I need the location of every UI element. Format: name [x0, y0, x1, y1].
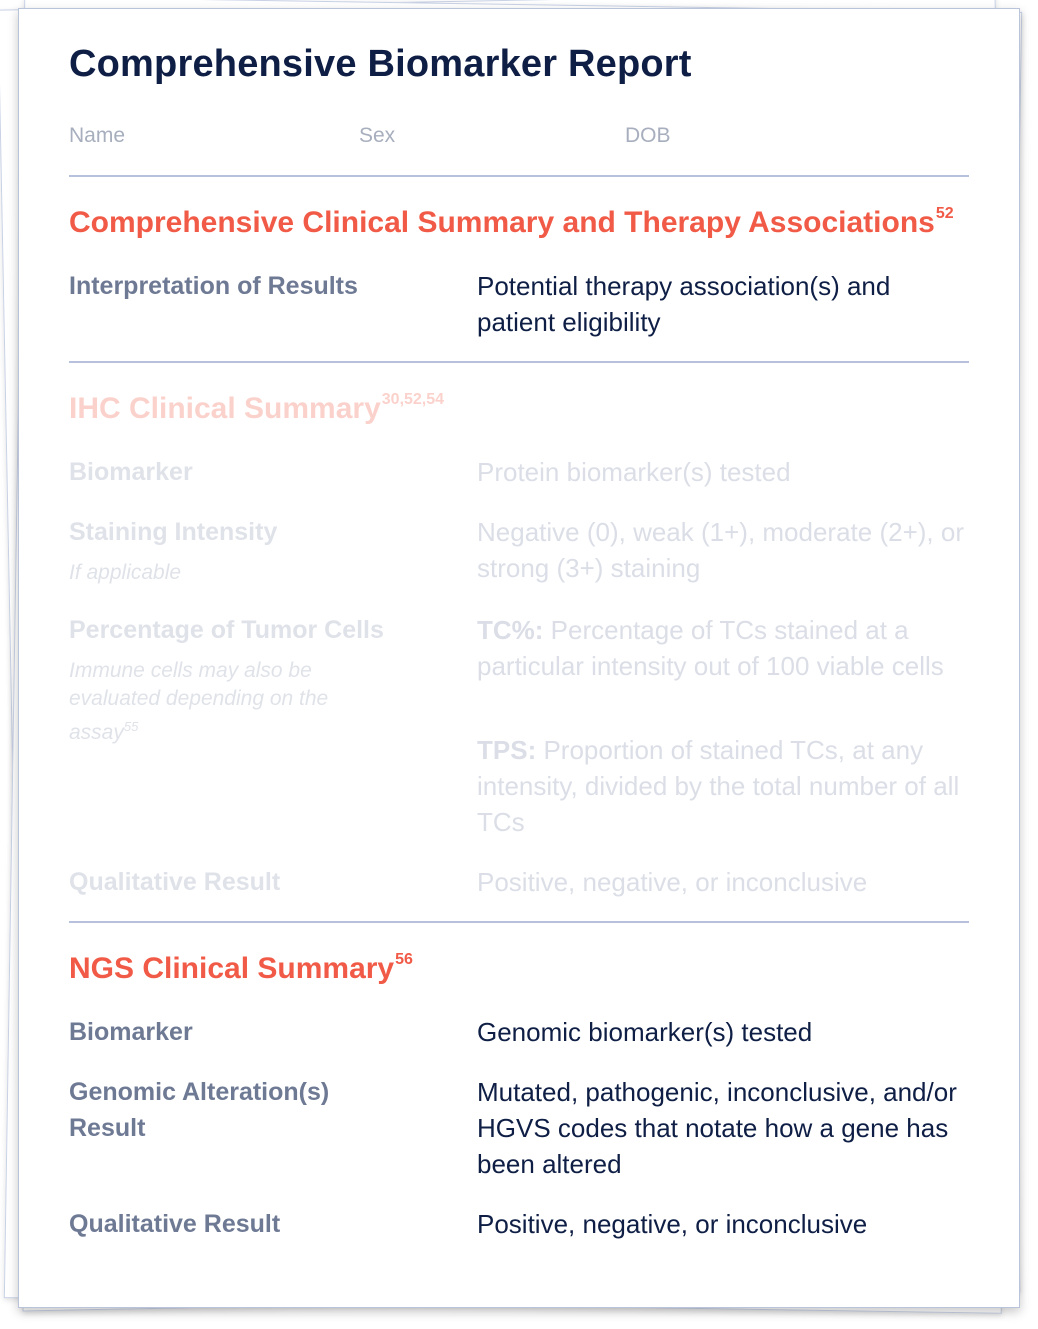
section-title-text: Comprehensive Clinical Summary and Therapy Associations — [69, 206, 935, 239]
interpretation-value: Potential therapy association(s) and patient eligibility — [477, 271, 891, 337]
tc-percent-term: TC%: — [477, 615, 544, 645]
genomic-alteration-label: Genomic Alteration(s) Result — [69, 1078, 330, 1142]
ihc-biomarker-value: Protein biomarker(s) tested — [477, 457, 791, 487]
tc-percent-text: Percentage of TCs stained at a particular intensity out of 100 viable cells — [477, 615, 944, 681]
dob-field-label: DOB — [625, 124, 671, 147]
divider — [69, 175, 969, 177]
genomic-alteration-value: Mutated, pathogenic, inconclusive, and/or HGVS codes that notate how a gene has been altered — [477, 1077, 957, 1179]
staining-intensity-value: Negative (0), weak (1+), moderate (2+), or strong (3+) staining — [477, 517, 964, 583]
interpretation-label: Interpretation of Results — [69, 272, 358, 300]
ngs-qualitative-value: Positive, negative, or inconclusive — [477, 1209, 868, 1239]
comprehensive-section-title — [69, 205, 954, 240]
ngs-section-title — [69, 951, 413, 986]
tps-term: TPS: — [477, 735, 537, 765]
tps-value — [477, 732, 972, 840]
ngs-biomarker-label: Biomarker — [69, 1018, 193, 1046]
name-field-label: Name — [69, 124, 126, 147]
staining-intensity-note: If applicable — [69, 561, 182, 584]
ihc-biomarker-label: Biomarker — [69, 458, 193, 486]
note-text: Immune cells may also be evaluated depending on the assay — [69, 659, 329, 744]
tps-text: Proportion of stained TCs, at any intensity, divided by the total number of all TCs — [477, 735, 960, 837]
tumor-cells-note — [69, 657, 389, 747]
divider — [69, 361, 969, 363]
footnote-ref: 52 — [935, 205, 954, 222]
divider — [69, 921, 969, 923]
ngs-qualitative-label: Qualitative Result — [69, 1210, 281, 1238]
tc-percent-value — [477, 612, 972, 684]
ihc-section-title — [69, 391, 444, 426]
tumor-cells-label: Percentage of Tumor Cells — [69, 616, 384, 644]
report-sheet — [18, 8, 1020, 1308]
footnote-ref: 56 — [395, 951, 413, 968]
footnote-ref: 55 — [123, 719, 139, 734]
section-title-text: IHC Clinical Summary — [69, 392, 381, 425]
section-title-text: NGS Clinical Summary — [69, 952, 395, 985]
report-title: Comprehensive Biomarker Report — [69, 43, 692, 85]
ngs-biomarker-value: Genomic biomarker(s) tested — [477, 1017, 813, 1047]
staining-intensity-label: Staining Intensity — [69, 518, 278, 546]
ihc-qualitative-label: Qualitative Result — [69, 868, 281, 896]
footnote-ref: 30,52,54 — [381, 391, 445, 408]
sex-field-label: Sex — [359, 124, 396, 147]
ihc-qualitative-value: Positive, negative, or inconclusive — [477, 867, 868, 897]
